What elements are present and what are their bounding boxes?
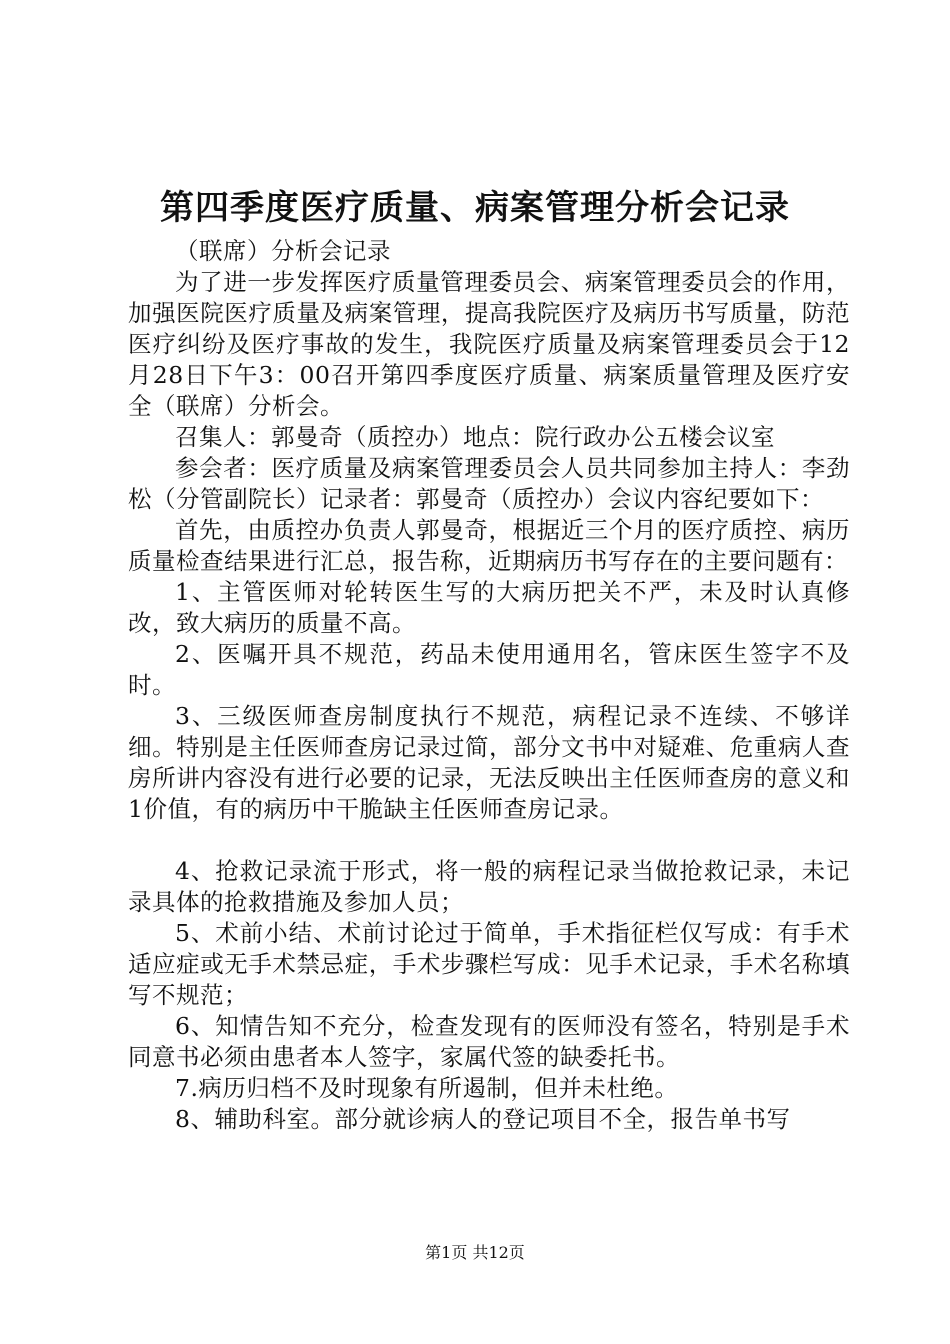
paragraph-issue-3: 3、三级医师查房制度执行不规范，病程记录不连续、不够详细。特别是主任医师查房记录过简，部分文书中对疑难、危重病人查房所讲内容没有进行必要的记录，无法反映出主任医师查房的意义和1价值，有的病历中干脆缺主任医师查房记录。 <box>128 702 850 823</box>
paragraph-subtitle: （联席）分析会记录 <box>175 237 391 265</box>
paragraph-issue-7: 7.病历归档不及时现象有所遏制，但并未杜绝。 <box>175 1074 679 1102</box>
paragraph-issue-1: 1、主管医师对轮转医生写的大病历把关不严，未及时认真修改，致大病历的质量不高。 <box>128 578 850 637</box>
paragraph-issue-8: 8、辅助科室。部分就诊病人的登记项目不全，报告单书写 <box>175 1105 791 1133</box>
paragraph-intro: 为了进一步发挥医疗质量管理委员会、病案管理委员会的作用，加强医院医疗质量及病案管理，提高我院医疗及病历书写质量，防范医疗纠纷及医疗事故的发生，我院医疗质量及病案管理委员会于12月28日下午3：00召开第四季度医疗质量、病案质量管理及医疗安全（联席）分析会。 <box>128 268 850 420</box>
paragraph-issue-6: 6、知情告知不充分，检查发现有的医师没有签名，特别是手术同意书必须由患者本人签字，家属代签的缺委托书。 <box>128 1012 850 1071</box>
document-title: 第四季度医疗质量、病案管理分析会记录 <box>160 188 790 228</box>
page-footer: 第1页 共12页 <box>425 1243 525 1262</box>
paragraph-issue-2: 2、医嘱开具不规范，药品未使用通用名，管床医生签字不及时。 <box>128 640 850 699</box>
paragraph-convener: 召集人：郭曼奇（质控办）地点：院行政办公五楼会议室 <box>175 423 775 451</box>
paragraph-issue-4: 4、抢救记录流于形式，将一般的病程记录当做抢救记录，未记录具体的抢救措施及参加人员； <box>128 857 850 916</box>
paragraph-issue-5: 5、术前小结、术前讨论过于简单，手术指征栏仅写成：有手术适应症或无手术禁忌症，手术步骤栏写成：见手术记录，手术名称填写不规范； <box>128 919 850 1009</box>
paragraph-attendees: 参会者：医疗质量及病案管理委员会人员共同参加主持人：李劲松（分管副院长）记录者：郭曼奇（质控办）会议内容纪要如下： <box>128 454 850 513</box>
document-body <box>128 236 850 1135</box>
paragraph-report: 首先，由质控办负责人郭曼奇，根据近三个月的医疗质控、病历质量检查结果进行汇总，报告称，近期病历书写存在的主要问题有： <box>128 516 850 575</box>
